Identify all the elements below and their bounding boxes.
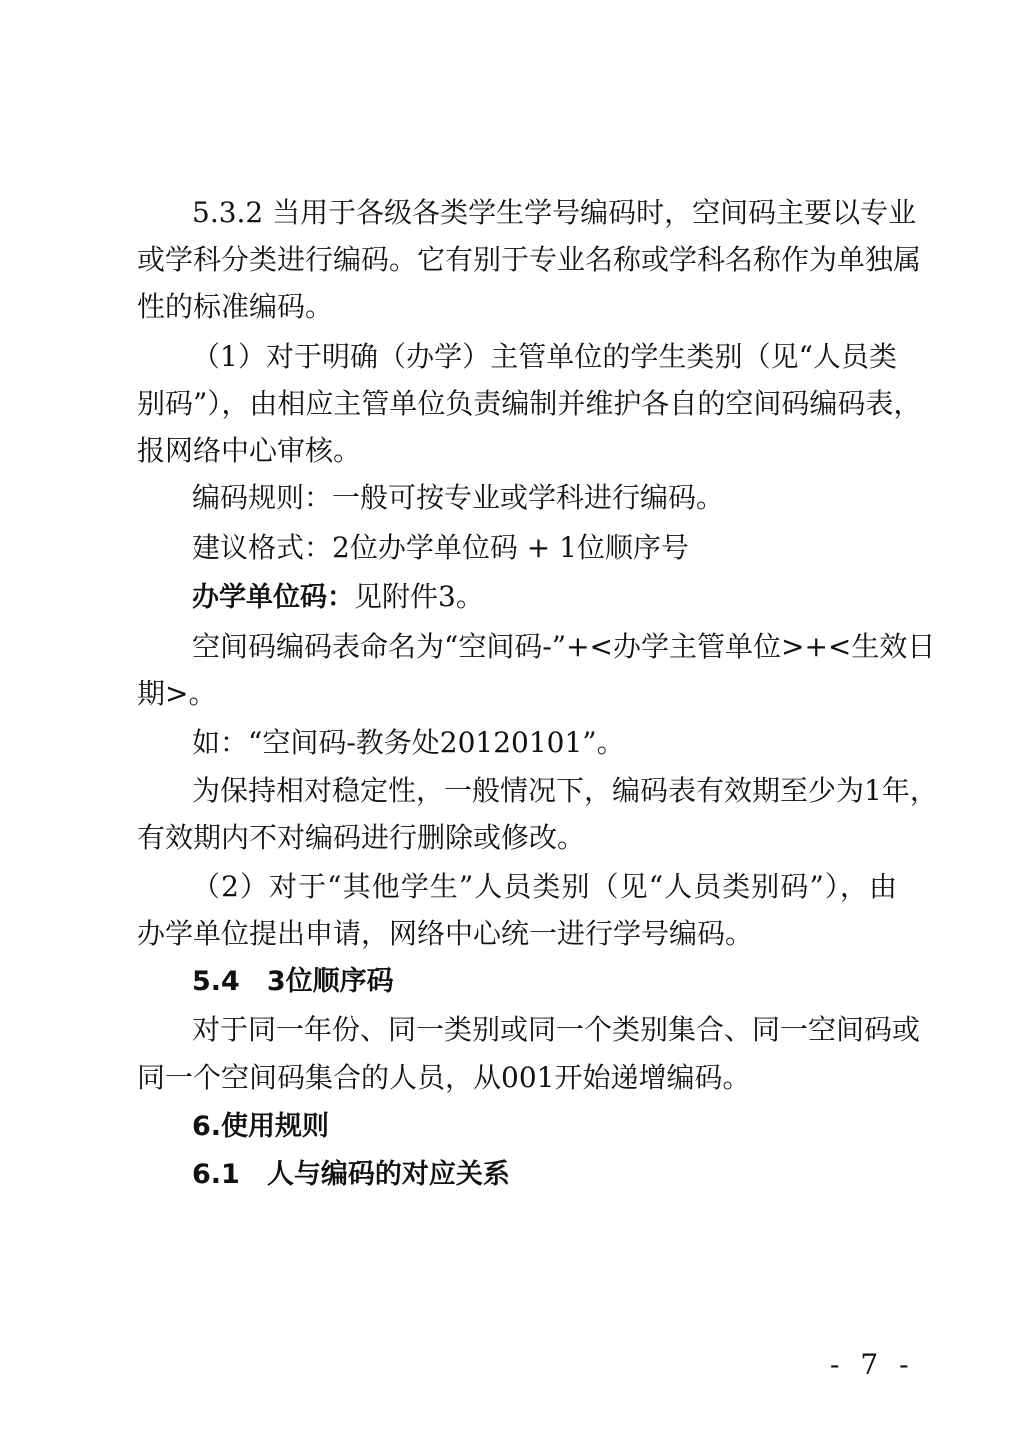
suggested-format-line: 建议格式：2位办学单位码 + 1位顺序号 [192, 531, 689, 564]
naming-line-1: 空间码编码表命名为“空间码-”+<办学主管单位>+<生效日 [192, 630, 936, 663]
stability-line-2: 有效期内不对编码进行删除或修改。 [137, 821, 586, 854]
item2-line-2: 办学单位提出申请，网络中心统一进行学号编码。 [137, 917, 754, 950]
unit-code-label: 办学单位码： [192, 582, 354, 613]
section-heading-5-4: 5.4 3位顺序码 [192, 966, 394, 997]
unit-code-line [192, 577, 897, 618]
item1-line-2: 别码”），由相应主管单位负责编制并维护各自的空间码编码表， [137, 387, 922, 420]
item1-line-3: 报网络中心审核。 [137, 434, 362, 467]
para-532-line-1: 5.3.2 当用于各级各类学生学号编码时，空间码主要以专业 [192, 196, 917, 229]
item1-line-1: （1）对于明确（办学）主管单位的学生类别（见“人员类 [192, 340, 897, 373]
para-532-line-2: 或学科分类进行编码。它有别于专业名称或学科名称作为单独属 [137, 243, 922, 276]
coding-rule-line: 编码规则：一般可按专业或学科进行编码。 [192, 481, 725, 514]
section-heading-6-1: 6.1 人与编码的对应关系 [192, 1159, 510, 1190]
naming-line-2: 期>。 [137, 677, 217, 710]
para-532-line-3: 性的标准编码。 [137, 290, 334, 323]
sequence-line-1: 对于同一年份、同一类别或同一个类别集合、同一空间码或 [192, 1013, 921, 1046]
item2-line-1: （2）对于“其他学生”人员类别（见“人员类别码”），由 [192, 870, 897, 903]
example-line: 如：“空间码-教务处20120101”。 [192, 726, 625, 759]
unit-code-value: 见附件3。 [354, 580, 484, 613]
stability-line-1: 为保持相对稳定性，一般情况下，编码表有效期至少为1年， [192, 774, 938, 807]
sequence-line-2: 同一个空间码集合的人员，从001开始递增编码。 [137, 1061, 751, 1094]
page-number: - 7 - [830, 1348, 915, 1381]
section-heading-6: 6.使用规则 [192, 1111, 330, 1142]
